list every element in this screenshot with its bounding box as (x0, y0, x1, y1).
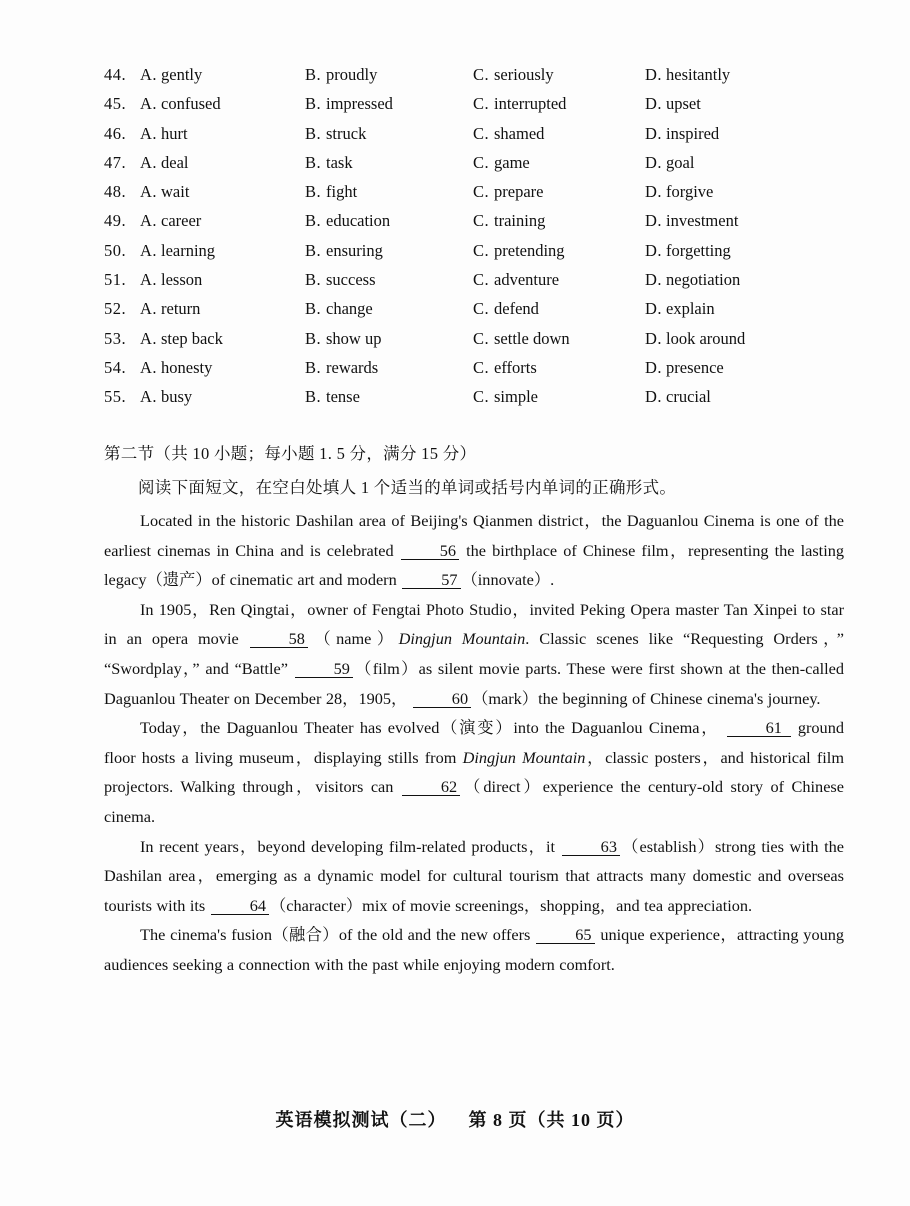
option-d-letter: D. (645, 328, 663, 348)
option-d-text: presence (666, 357, 724, 377)
option-b[interactable] (305, 236, 383, 265)
option-b[interactable] (305, 177, 357, 206)
mc-row-48 (104, 177, 844, 206)
option-b-text: task (326, 152, 353, 172)
cloze-passage (104, 506, 844, 980)
option-a[interactable] (140, 89, 221, 118)
option-c-text: settle down (494, 328, 570, 348)
option-d[interactable] (645, 206, 738, 235)
option-b-letter: B. (305, 211, 322, 231)
option-b-text: tense (326, 387, 360, 407)
option-c-letter: C. (473, 357, 490, 377)
option-c[interactable] (473, 382, 538, 411)
option-b[interactable] (305, 353, 378, 382)
option-b-letter: B. (305, 94, 322, 114)
option-b-text: change (326, 299, 373, 319)
passage-text: ground floor hosts a living museum，displaying stills from (104, 718, 844, 767)
passage-paragraph-2 (104, 595, 844, 713)
option-d-text: upset (666, 94, 701, 114)
option-d-letter: D. (645, 357, 663, 377)
blank-59[interactable]: 59 (295, 660, 353, 678)
option-b-text: education (326, 211, 391, 231)
movie-title-italic: Dingjun Mountain (462, 747, 586, 767)
mc-row-54 (104, 353, 844, 382)
footer-page-label: 第 8 页（共 10 页） (468, 1110, 635, 1130)
passage-text: the birthplace of Chinese film，representing the lasting legacy（遗产）of cinematic art and modern (104, 540, 844, 590)
option-c-letter: C. (473, 387, 490, 407)
passage-paragraph-1 (104, 506, 844, 595)
option-a-letter: A. (140, 94, 158, 114)
option-d-text: investment (666, 211, 739, 231)
blank-57[interactable]: 57 (402, 571, 460, 589)
mc-row-45 (104, 89, 844, 118)
option-b-text: impressed (326, 94, 393, 114)
option-d-text: inspired (666, 123, 720, 143)
passage-text: （film）as silent movie parts. These were first shown at the then-called Daguanlou Theater on December 28，1905， (104, 658, 844, 708)
option-a-letter: A. (140, 328, 158, 348)
option-b[interactable] (305, 206, 390, 235)
passage-text: The cinema's fusion（融合）of the old and the new offers (140, 925, 536, 945)
option-d-text: explain (666, 299, 715, 319)
section-instruction: 阅读下面短文，在空白处填人 1 个适当的单词或括号内单词的正确形式。 (138, 478, 677, 497)
passage-paragraph-4 (104, 832, 844, 921)
option-c-letter: C. (473, 328, 490, 348)
option-b-text: ensuring (326, 240, 383, 260)
option-d-letter: D. (645, 152, 663, 172)
passage-text: （direct）experience the century-old story of Chinese cinema. (104, 777, 844, 826)
option-b[interactable] (305, 294, 373, 323)
option-a[interactable] (140, 324, 223, 353)
option-c-text: training (494, 211, 546, 231)
option-c[interactable] (473, 60, 554, 89)
passage-text: In 1905，Ren Qingtai，owner of Fengtai Photo Studio，invited Peking Opera master Tan Xinpei to star in an opera movie (104, 599, 844, 649)
question-number: 47. (104, 152, 127, 172)
option-c-letter: C. (473, 152, 490, 172)
blank-60[interactable]: 60 (413, 690, 471, 708)
mc-row-44 (104, 60, 844, 89)
option-d-letter: D. (645, 211, 663, 231)
question-number: 49. (104, 211, 127, 231)
mc-row-47 (104, 148, 844, 177)
page-footer (0, 1106, 910, 1132)
option-c-text: interrupted (494, 94, 567, 114)
option-c[interactable] (473, 265, 559, 294)
option-a[interactable] (140, 294, 200, 323)
question-number: 51. (104, 270, 127, 290)
option-c-text: adventure (494, 270, 560, 290)
option-a[interactable] (140, 177, 189, 206)
option-b-text: show up (326, 328, 382, 348)
option-a-text: lesson (161, 270, 203, 290)
question-number: 52. (104, 299, 127, 319)
option-c-text: efforts (494, 357, 537, 377)
option-c-letter: C. (473, 182, 490, 202)
option-a[interactable] (140, 206, 201, 235)
passage-text: Today，the Daguanlou Theater has evolved（演变）into the Daguanlou Cinema， (140, 718, 726, 738)
option-d-letter: D. (645, 240, 663, 260)
option-c[interactable] (473, 119, 544, 148)
option-d[interactable] (645, 353, 724, 382)
passage-paragraph-3 (104, 713, 844, 831)
option-c-text: seriously (494, 65, 554, 84)
passage-text: Located in the historic Dashilan area of Beijing's Qianmen district，the Daguanlou Cinema is one of the earliest cinemas in China and is celebrated (104, 511, 844, 560)
blank-64[interactable]: 64 (211, 897, 269, 915)
blank-58[interactable]: 58 (250, 630, 308, 648)
option-d[interactable] (645, 382, 711, 411)
passage-paragraph-5 (104, 920, 844, 979)
blank-61[interactable]: 61 (727, 719, 791, 737)
option-c[interactable] (473, 353, 537, 382)
passage-text: （establish）strong ties with the Dashilan area，emerging as a dynamic model for cultural tourism that attracts many domestic and overseas tourists with its (104, 836, 845, 915)
option-d-text: forgetting (666, 240, 731, 260)
option-c-letter: C. (473, 270, 490, 290)
option-b-letter: B. (305, 387, 322, 407)
option-b-letter: B. (305, 270, 322, 290)
option-c-letter: C. (473, 240, 490, 260)
option-c-letter: C. (473, 123, 490, 143)
option-b[interactable] (305, 60, 377, 89)
option-c-text: pretending (494, 240, 565, 260)
passage-text: （mark）the beginning of Chinese cinema's journey. (472, 688, 821, 708)
passage-text: In recent years，beyond developing film-related products，it (140, 836, 561, 856)
option-c-text: prepare (494, 182, 544, 202)
question-number: 54. (104, 357, 127, 377)
option-d[interactable] (645, 60, 730, 89)
option-d-letter: D. (645, 65, 663, 84)
option-a-letter: A. (140, 240, 158, 260)
option-b-letter: B. (305, 299, 322, 319)
question-number: 46. (104, 123, 127, 143)
option-c[interactable] (473, 148, 530, 177)
multiple-choice-list (104, 60, 844, 412)
option-c[interactable] (473, 89, 566, 118)
mc-row-49 (104, 206, 844, 235)
passage-text: （character）mix of movie screenings，shopping，and tea appreciation. (269, 895, 753, 915)
option-c[interactable] (473, 177, 543, 206)
passage-text: ，classic posters，and historical film projectors. Walking through，visitors can (104, 747, 844, 797)
option-d[interactable] (645, 294, 715, 323)
option-b[interactable] (305, 324, 381, 353)
option-d-text: goal (666, 152, 695, 172)
passage-text: （innovate）. (461, 570, 555, 590)
passage-text: unique experience，attracting young audiences seeking a connection with the past while enjoying modern comfort. (104, 925, 845, 974)
option-a-letter: A. (140, 299, 158, 319)
option-b[interactable] (305, 265, 375, 294)
option-d[interactable] (645, 148, 694, 177)
option-b-letter: B. (305, 65, 322, 84)
blank-63[interactable]: 63 (562, 838, 620, 856)
question-number: 48. (104, 182, 127, 202)
option-b-text: proudly (326, 65, 378, 84)
option-a-letter: A. (140, 357, 158, 377)
option-a-text: step back (161, 328, 223, 348)
option-b-text: struck (326, 123, 367, 143)
option-a-letter: A. (140, 211, 158, 231)
question-number: 55. (104, 387, 127, 407)
option-c-letter: C. (473, 299, 490, 319)
option-b-letter: B. (305, 123, 322, 143)
option-a[interactable] (140, 148, 188, 177)
option-c[interactable] (473, 206, 545, 235)
option-d-text: negotiation (666, 270, 741, 290)
option-b-text: success (326, 270, 376, 290)
option-d[interactable] (645, 265, 740, 294)
mc-row-46 (104, 119, 844, 148)
option-c-letter: C. (473, 211, 490, 231)
option-b-letter: B. (305, 152, 322, 172)
option-a-text: hurt (161, 123, 188, 143)
mc-row-50 (104, 236, 844, 265)
option-b-letter: B. (305, 328, 322, 348)
option-a-text: gently (161, 65, 203, 84)
option-c[interactable] (473, 324, 570, 353)
option-a-letter: A. (140, 270, 158, 290)
option-b[interactable] (305, 89, 393, 118)
option-d[interactable] (645, 177, 713, 206)
option-d-text: hesitantly (666, 65, 731, 84)
blank-65[interactable]: 65 (536, 926, 594, 944)
option-b-letter: B. (305, 182, 322, 202)
option-a-text: confused (161, 94, 221, 114)
option-d-text: look around (666, 328, 746, 348)
mc-row-53 (104, 324, 844, 353)
option-a-letter: A. (140, 387, 158, 407)
option-a-letter: A. (140, 65, 158, 84)
question-number: 50. (104, 240, 127, 260)
option-a-text: wait (161, 182, 190, 202)
option-d-letter: D. (645, 387, 663, 407)
mc-row-51 (104, 265, 844, 294)
passage-text: . Classic scenes like “Requesting Orders，” “Swordplay，” and “Battle” (104, 629, 845, 678)
option-c[interactable] (473, 236, 565, 265)
option-d[interactable] (645, 119, 719, 148)
question-number: 44. (104, 65, 127, 84)
option-a-text: return (161, 299, 201, 319)
option-d-text: forgive (666, 182, 714, 202)
option-c-letter: C. (473, 65, 490, 84)
mc-row-52 (104, 294, 844, 323)
option-a-text: busy (161, 387, 193, 407)
option-b[interactable] (305, 119, 366, 148)
passage-text: （name） (308, 629, 399, 649)
option-a-letter: A. (140, 182, 158, 202)
option-b-letter: B. (305, 240, 322, 260)
option-b-text: fight (326, 182, 358, 202)
question-number: 53. (104, 328, 127, 348)
option-c-text: simple (494, 387, 538, 407)
mc-row-55 (104, 382, 844, 411)
option-b-letter: B. (305, 357, 322, 377)
option-c-text: game (494, 152, 530, 172)
option-b[interactable] (305, 382, 360, 411)
option-a-text: deal (161, 152, 189, 172)
option-d-letter: D. (645, 94, 663, 114)
option-a[interactable] (140, 60, 202, 89)
option-d-letter: D. (645, 123, 663, 143)
question-number: 45. (104, 94, 127, 114)
option-d[interactable] (645, 236, 731, 265)
blank-62[interactable]: 62 (402, 778, 460, 796)
option-d-letter: D. (645, 270, 663, 290)
option-a-text: career (161, 211, 202, 231)
option-d[interactable] (645, 324, 745, 353)
section-heading: 第二节（共 10 小题；每小题 1. 5 分，满分 15 分） (104, 444, 477, 463)
option-d[interactable] (645, 89, 701, 118)
option-a-text: learning (161, 240, 216, 260)
option-a-letter: A. (140, 123, 158, 143)
option-a[interactable] (140, 119, 188, 148)
option-c-text: defend (494, 299, 539, 319)
option-a[interactable] (140, 265, 202, 294)
option-b-text: rewards (326, 357, 379, 377)
option-d-letter: D. (645, 182, 663, 202)
option-a[interactable] (140, 353, 212, 382)
option-a[interactable] (140, 382, 192, 411)
footer-exam-title: 英语模拟测试（二） (275, 1110, 447, 1130)
option-c-text: shamed (494, 123, 545, 143)
option-b[interactable] (305, 148, 353, 177)
option-a[interactable] (140, 236, 215, 265)
option-d-text: crucial (666, 387, 711, 407)
option-a-text: honesty (161, 357, 213, 377)
movie-title-italic: Dingjun Mountain (398, 629, 526, 649)
option-d-letter: D. (645, 299, 663, 319)
option-c-letter: C. (473, 94, 490, 114)
option-a-letter: A. (140, 152, 158, 172)
blank-56[interactable]: 56 (401, 542, 459, 560)
option-c[interactable] (473, 294, 539, 323)
